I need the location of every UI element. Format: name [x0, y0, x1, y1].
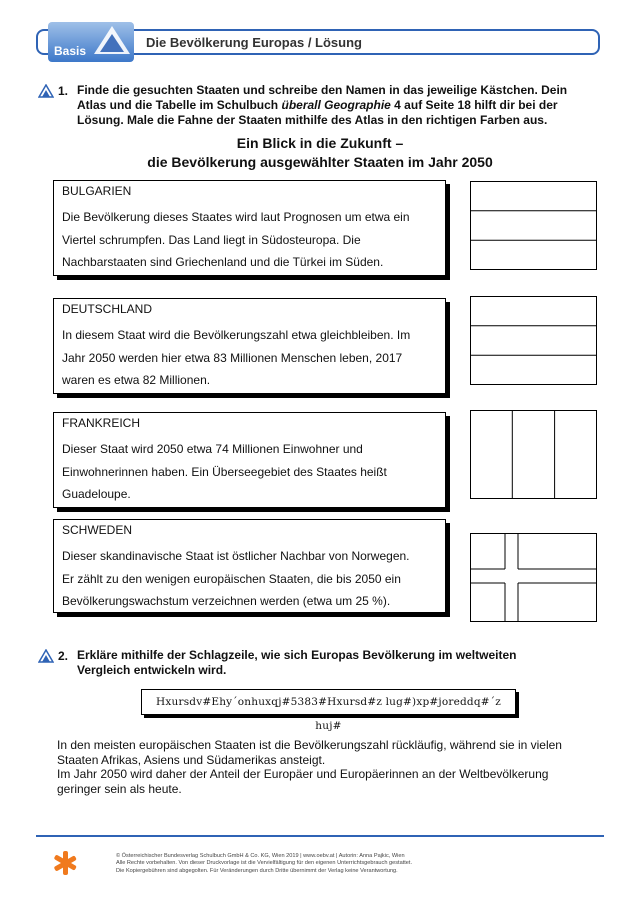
description-line: Einwohnerinnen haben. Ein Überseegebiet des Staates heißt [62, 464, 387, 479]
task1-text: 4 auf Seite 18 hilft dir bei der [390, 98, 558, 112]
country-name: SCHWEDEN [62, 523, 133, 537]
headline-line-2: die Bevölkerung ausgewählter Staaten im Jahr 2050 [147, 154, 493, 170]
country-card-deutschland [53, 298, 446, 394]
country-name: BULGARIEN [62, 184, 132, 198]
task1-number: 1. [58, 84, 69, 98]
headline-line-1: Ein Blick in die Zukunft – [236, 135, 404, 151]
task-level-icon [38, 84, 54, 98]
description-line: Nachbarstaaten sind Griechenland und die Türkei im Süden. [62, 255, 384, 269]
task2-line: Erkläre mithilfe der Schlagzeile, wie sich Europas Bevölkerung im weltweiten [77, 648, 517, 662]
description-line: Guadeloupe. [62, 487, 131, 501]
country-description [62, 324, 442, 392]
description-line: Viertel schrumpfen. Das Land liegt in Südosteuropa. Die [62, 232, 361, 247]
description-line: Jahr 2050 werden hier etwa 83 Millionen Menschen leben, 2017 [62, 350, 403, 365]
description-line: Die Bevölkerung dieses Staates wird laut Prognosen um etwa ein [62, 210, 410, 224]
page-title: Die Bevölkerung Europas / Lösung [146, 35, 362, 50]
country-card-schweden [53, 519, 446, 613]
description-line: waren es etwa 82 Millionen. [62, 373, 211, 387]
encoded-headline-box: Hxursdv#Ehy´onhuxqj#5383#Hxursd#z lug#)xp#joreddq#´z huj# [141, 689, 516, 715]
copyright-notice [116, 853, 412, 875]
task1-line [77, 98, 617, 113]
flag-deutschland[interactable] [470, 296, 597, 385]
description-line: Dieser Staat wird 2050 etwa 74 Millionen Einwohner und [62, 442, 363, 456]
answer-line: Staaten Afrikas, Asiens und Südamerikas ansteigt. [57, 752, 326, 767]
description-line: Er zählt zu den wenigen europäischen Staaten, die bis 2050 ein [62, 571, 401, 586]
task2-number: 2. [58, 649, 69, 663]
country-card-frankreich [53, 412, 446, 508]
description-line: Dieser skandinavische Staat ist östlicher Nachbar von Norwegen. [62, 549, 410, 563]
country-description [62, 438, 442, 506]
task1-line: Lösung. Male die Fahne der Staaten mithilfe des Atlas in den richtigen Farben aus. [77, 113, 548, 127]
country-description [62, 206, 442, 274]
task1-text: Atlas und die Tabelle im Schulbuch [77, 98, 282, 112]
book-title: überall Geographie [281, 98, 391, 112]
task2-line: Vergleich entwickeln wird. [77, 663, 227, 677]
copyright-line: Die Kopiergebühren sind abgegolten. Für Veränderungen durch Dritte übernimmt der Verlag keine Verantwortung. [116, 867, 398, 874]
copyright-line: Alle Rechte vorbehalten. Von dieser Druckvorlage ist die Vervielfältigung für den eigenen Unterrichtsgebrauch gestattet. [116, 860, 413, 867]
description-line: Bevölkerungswachstum verzeichnen werden (etwa um 25 %). [62, 594, 391, 608]
footer-divider [36, 835, 604, 837]
basis-logo [48, 22, 134, 62]
flag-frankreich[interactable] [470, 410, 597, 499]
answer-line: Im Jahr 2050 wird daher der Anteil der Europäer und Europäerinnen an der Weltbevölkerung [57, 767, 549, 781]
task-level-icon [38, 649, 54, 663]
country-name: DEUTSCHLAND [62, 302, 153, 316]
copyright-line: © Österreichischer Bundesverlag Schulbuch GmbH & Co. KG, Wien 2019 | www.oebv.at | Autorin: Anna Pajkic, Wien [116, 853, 405, 859]
country-description [62, 545, 442, 613]
flag-bulgarien[interactable] [470, 181, 597, 270]
task1-instructions [77, 83, 617, 128]
task1-line: Finde die gesuchten Staaten und schreibe den Namen in das jeweilige Kästchen. Dein [77, 83, 568, 97]
task2-instructions [77, 648, 617, 678]
answer-line: geringer sein als heute. [57, 781, 182, 796]
flag-schweden[interactable] [470, 533, 597, 622]
publisher-logo-icon [52, 850, 78, 876]
answer-text [57, 738, 617, 796]
headline [0, 134, 640, 172]
country-name: FRANKREICH [62, 416, 141, 430]
answer-line: In den meisten europäischen Staaten ist die Bevölkerungszahl rückläufig, während sie in vielen [57, 738, 562, 752]
description-line: In diesem Staat wird die Bevölkerungszahl etwa gleichbleiben. Im [62, 328, 411, 342]
logo-text: Basis [54, 44, 87, 58]
country-card-bulgarien [53, 180, 446, 276]
